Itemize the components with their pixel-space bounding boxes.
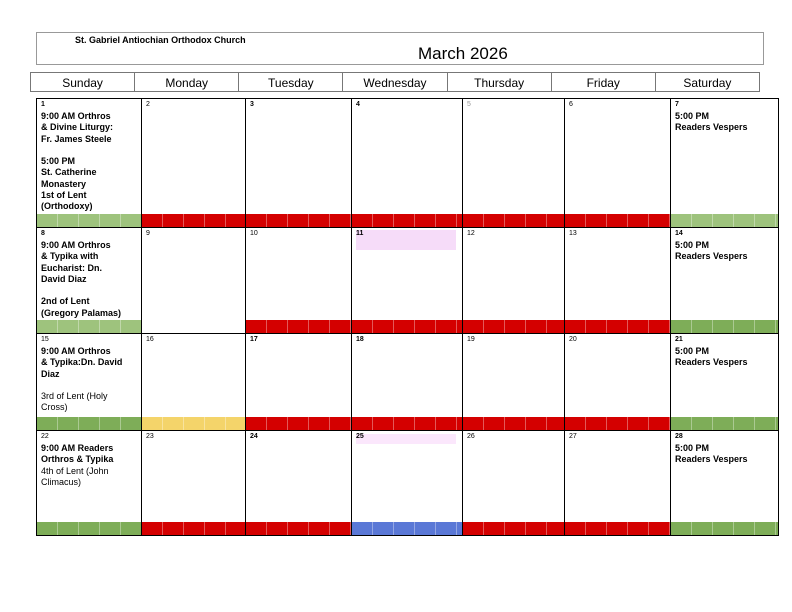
day-events: 9:00 AM Orthros & Typika:Dn. David Diaz 3rd of Lent (Holy Cross) bbox=[41, 346, 123, 413]
month-title: March 2026 bbox=[418, 44, 508, 63]
day-number: 18 bbox=[356, 336, 364, 343]
day-color-band bbox=[37, 320, 141, 333]
day-color-band bbox=[142, 417, 245, 430]
day-color-band bbox=[565, 417, 670, 430]
day-number: 25 bbox=[356, 433, 364, 440]
day-cell[interactable] bbox=[37, 99, 142, 228]
weekday-saturday: Saturday bbox=[683, 76, 732, 90]
day-number: 19 bbox=[467, 336, 475, 343]
day-color-band bbox=[142, 214, 245, 227]
day-events: 9:00 AM Orthros & Typika with Eucharist: Dn. David Diaz 2nd of Lent (Gregory Palamas) bbox=[41, 240, 122, 318]
day-events: 5:00 PM Readers Vespers bbox=[675, 346, 748, 368]
day-color-band bbox=[463, 417, 564, 430]
day-number: 2 bbox=[146, 101, 150, 108]
day-color-band bbox=[352, 522, 462, 535]
day-number: 6 bbox=[569, 101, 573, 108]
day-color-band bbox=[565, 214, 670, 227]
day-cell[interactable] bbox=[142, 228, 246, 334]
day-cell[interactable] bbox=[352, 228, 463, 334]
day-number: 5 bbox=[467, 101, 471, 108]
weekday-header-row bbox=[30, 72, 760, 92]
day-cell[interactable] bbox=[463, 431, 565, 535]
day-color-band bbox=[37, 214, 141, 227]
weekday-friday: Friday bbox=[552, 73, 656, 91]
day-number: 9 bbox=[146, 230, 150, 237]
day-events: 9:00 AM Readers Orthros & Typika 4th of Lent (John Climacus) bbox=[41, 443, 114, 487]
day-color-band bbox=[37, 522, 141, 535]
day-cell[interactable] bbox=[246, 334, 352, 431]
day-number: 16 bbox=[146, 336, 154, 343]
day-cell[interactable] bbox=[463, 99, 565, 228]
day-cell[interactable] bbox=[142, 334, 246, 431]
day-cell[interactable] bbox=[565, 334, 671, 431]
day-color-band bbox=[37, 417, 141, 430]
day-cell[interactable] bbox=[671, 228, 778, 334]
day-events: 9:00 AM Orthros & Divine Liturgy: Fr. James Steele 5:00 PM St. Catherine Monastery 1st of Lent (Orthodoxy) bbox=[41, 111, 114, 212]
day-color-band bbox=[671, 214, 778, 227]
calendar-header bbox=[36, 32, 764, 65]
day-color-band bbox=[671, 417, 778, 430]
day-cell[interactable] bbox=[246, 431, 352, 535]
day-color-band bbox=[463, 320, 564, 333]
day-number: 13 bbox=[569, 230, 577, 237]
day-color-band bbox=[142, 522, 245, 535]
day-number: 22 bbox=[41, 433, 49, 440]
day-number: 8 bbox=[41, 230, 45, 237]
day-number: 14 bbox=[675, 230, 683, 237]
calendar-grid bbox=[36, 98, 779, 536]
day-number: 20 bbox=[569, 336, 577, 343]
day-number: 11 bbox=[356, 230, 364, 237]
day-number: 17 bbox=[250, 336, 258, 343]
day-number: 3 bbox=[250, 101, 254, 108]
day-color-band bbox=[352, 320, 462, 333]
day-cell[interactable] bbox=[37, 431, 142, 535]
day-cell[interactable] bbox=[352, 334, 463, 431]
day-cell[interactable] bbox=[352, 431, 463, 535]
weekday-sunday: Sunday bbox=[31, 73, 135, 91]
day-color-band bbox=[463, 522, 564, 535]
day-highlight bbox=[356, 434, 456, 444]
day-color-band bbox=[565, 522, 670, 535]
day-cell[interactable] bbox=[565, 99, 671, 228]
day-number: 15 bbox=[41, 336, 49, 343]
day-number: 12 bbox=[467, 230, 475, 237]
day-number: 27 bbox=[569, 433, 577, 440]
day-cell[interactable] bbox=[463, 334, 565, 431]
day-color-band bbox=[352, 214, 462, 227]
day-cell[interactable] bbox=[463, 228, 565, 334]
day-color-band bbox=[246, 214, 351, 227]
weekday-thursday: Thursday bbox=[448, 73, 552, 91]
day-color-band bbox=[246, 320, 351, 333]
day-number: 23 bbox=[146, 433, 154, 440]
day-color-band bbox=[671, 320, 778, 333]
day-events: 5:00 PM Readers Vespers bbox=[675, 443, 748, 465]
day-number: 26 bbox=[467, 433, 475, 440]
day-cell[interactable] bbox=[671, 334, 778, 431]
church-name: St. Gabriel Antiochian Orthodox Church bbox=[75, 35, 246, 45]
day-cell[interactable] bbox=[246, 99, 352, 228]
day-color-band bbox=[246, 417, 351, 430]
day-cell[interactable] bbox=[565, 431, 671, 535]
day-cell[interactable] bbox=[37, 334, 142, 431]
day-number: 21 bbox=[675, 336, 683, 343]
day-events: 5:00 PM Readers Vespers bbox=[675, 111, 748, 133]
day-cell[interactable] bbox=[565, 228, 671, 334]
day-cell[interactable] bbox=[142, 431, 246, 535]
weekday-wednesday: Wednesday bbox=[343, 73, 447, 91]
day-color-band bbox=[565, 320, 670, 333]
day-number: 1 bbox=[41, 101, 45, 108]
day-cell[interactable] bbox=[671, 99, 778, 228]
weekday-tuesday: Tuesday bbox=[239, 73, 343, 91]
day-cell[interactable] bbox=[37, 228, 142, 334]
day-cell[interactable] bbox=[352, 99, 463, 228]
day-color-band bbox=[352, 417, 462, 430]
day-number: 28 bbox=[675, 433, 683, 440]
weekday-monday: Monday bbox=[135, 73, 239, 91]
day-number: 10 bbox=[250, 230, 258, 237]
day-number: 24 bbox=[250, 433, 258, 440]
day-events: 5:00 PM Readers Vespers bbox=[675, 240, 748, 262]
day-color-band bbox=[671, 522, 778, 535]
day-cell[interactable] bbox=[142, 99, 246, 228]
day-highlight bbox=[356, 230, 456, 250]
day-color-band bbox=[463, 214, 564, 227]
day-number: 7 bbox=[675, 101, 679, 108]
day-cell[interactable] bbox=[246, 228, 352, 334]
day-cell[interactable] bbox=[671, 431, 778, 535]
day-number: 4 bbox=[356, 101, 360, 108]
day-color-band bbox=[246, 522, 351, 535]
